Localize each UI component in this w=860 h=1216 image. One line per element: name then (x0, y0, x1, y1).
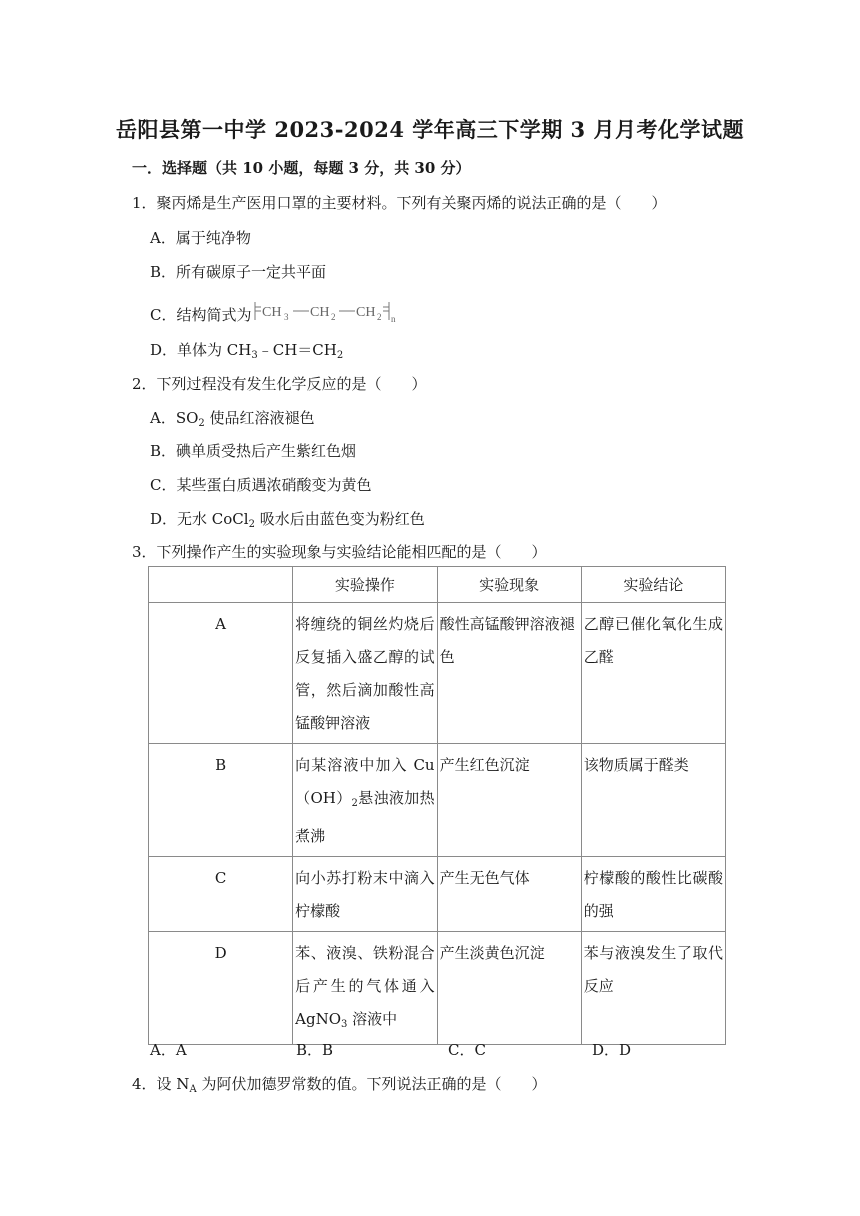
q2-option-a-suffix: 使品红溶液褪色 (204, 409, 315, 427)
section-heading: 一．选择题（共 10 小题，每题 3 分，共 30 分） (132, 159, 471, 177)
polymer-structure-formula (253, 298, 403, 324)
table-row (149, 603, 726, 744)
formula-sub-2a: 2 (331, 312, 336, 322)
row-label: B (149, 744, 293, 857)
q1-option-b: B．所有碳原子一定共平面 (150, 263, 327, 281)
row-label: A (149, 603, 293, 744)
row-operation-text: 向某溶液中加入 Cu（OH） (295, 756, 435, 807)
q3-answer-a: A．A (150, 1041, 187, 1059)
row-operation-suffix: 悬浊液加热煮沸 (295, 789, 435, 845)
q1-option-d-mid: ﹣CH＝CH (257, 341, 337, 359)
table-header-row (149, 567, 726, 603)
table-row (149, 932, 726, 1045)
q1-option-c (150, 298, 403, 325)
q1-option-d-text: D．单体为 CH (150, 341, 252, 359)
question-3-stem: 3．下列操作产生的实验现象与实验结论能相匹配的是（ ） (132, 543, 547, 561)
question-1-stem: 1．聚丙烯是生产医用口罩的主要材料。下列有关聚丙烯的说法正确的是（ ） (132, 194, 667, 212)
header-cell-phenomenon: 实验现象 (437, 567, 581, 603)
row-operation-text: 苯、液溴、铁粉混合后产生的气体通入 AgNO (295, 944, 435, 1028)
exam-title: 岳阳县第一中学 2023-2024 学年高三下学期 3 月月考化学试题 (116, 117, 744, 142)
row-conclusion: 苯与液溴发生了取代反应 (581, 932, 725, 1045)
row-phenomenon: 产生红色沉淀 (437, 744, 581, 857)
row-conclusion: 乙醇已催化氧化生成乙醛 (581, 603, 725, 744)
row-operation (293, 932, 437, 1045)
q4-stem-suffix: 为阿伏加德罗常数的值。下列说法正确的是（ ） (196, 1075, 547, 1093)
row-phenomenon: 产生无色气体 (437, 857, 581, 932)
row-conclusion: 柠檬酸的酸性比碳酸的强 (581, 857, 725, 932)
row-label: C (149, 857, 293, 932)
q4-stem-text: 4．设 N (132, 1075, 190, 1093)
row-conclusion: 该物质属于醛类 (581, 744, 725, 857)
question-4-stem (132, 1073, 546, 1095)
formula-ch2-b: CH (356, 305, 376, 320)
q2-option-d-suffix: 吸水后由蓝色变为粉红色 (254, 510, 425, 528)
header-cell-operation: 实验操作 (293, 567, 437, 603)
row-phenomenon: 酸性高锰酸钾溶液褪色 (437, 603, 581, 744)
q3-answer-b: B．B (296, 1041, 334, 1059)
q2-option-d-sub: 2 (248, 519, 255, 530)
formula-ch2-a: CH (310, 305, 330, 320)
row-operation: 向小苏打粉末中滴入柠檬酸 (293, 857, 437, 932)
q1-option-c-label: C．结构简式为 (150, 306, 252, 324)
table-row (149, 744, 726, 857)
formula-sub-2b: 2 (377, 312, 382, 322)
q3-answer-c: C．C (448, 1041, 486, 1059)
q2-option-c: C．某些蛋白质遇浓硝酸变为黄色 (150, 476, 372, 494)
header-cell-conclusion: 实验结论 (581, 567, 725, 603)
row-operation-sub: 3 (341, 1019, 348, 1030)
q2-option-d-text: D．无水 CoCl (150, 510, 249, 528)
row-operation-suffix: 溶液中 (347, 1010, 398, 1028)
row-operation (293, 744, 437, 857)
row-operation: 将缠绕的铜丝灼烧后反复插入盛乙醇的试管，然后滴加酸性高锰酸钾溶液 (293, 603, 437, 744)
header-cell-blank (149, 567, 293, 603)
q4-stem-sub: A (189, 1084, 197, 1095)
q2-option-d (150, 508, 425, 530)
q1-option-d (150, 339, 343, 361)
q1-option-d-sub1: 3 (251, 350, 258, 361)
table-row (149, 857, 726, 932)
question-2-stem: 2．下列过程没有发生化学反应的是（ ） (132, 375, 427, 393)
q1-option-a: A．属于纯净物 (150, 229, 251, 247)
row-label: D (149, 932, 293, 1045)
q2-option-b: B．碘单质受热后产生紫红色烟 (150, 442, 357, 460)
experiment-table (148, 566, 726, 1045)
q2-option-a (150, 407, 315, 429)
row-phenomenon: 产生淡黄色沉淀 (437, 932, 581, 1045)
row-operation-sub: 2 (351, 798, 358, 809)
q2-option-a-sub: 2 (198, 418, 205, 429)
formula-sub-3: 3 (284, 312, 289, 322)
q1-option-d-sub2: 2 (336, 350, 344, 361)
q3-answer-d: D．D (592, 1041, 632, 1059)
formula-ch3: CH (262, 305, 282, 320)
q2-option-a-text: A．SO (150, 409, 199, 427)
formula-n: n (391, 314, 396, 324)
